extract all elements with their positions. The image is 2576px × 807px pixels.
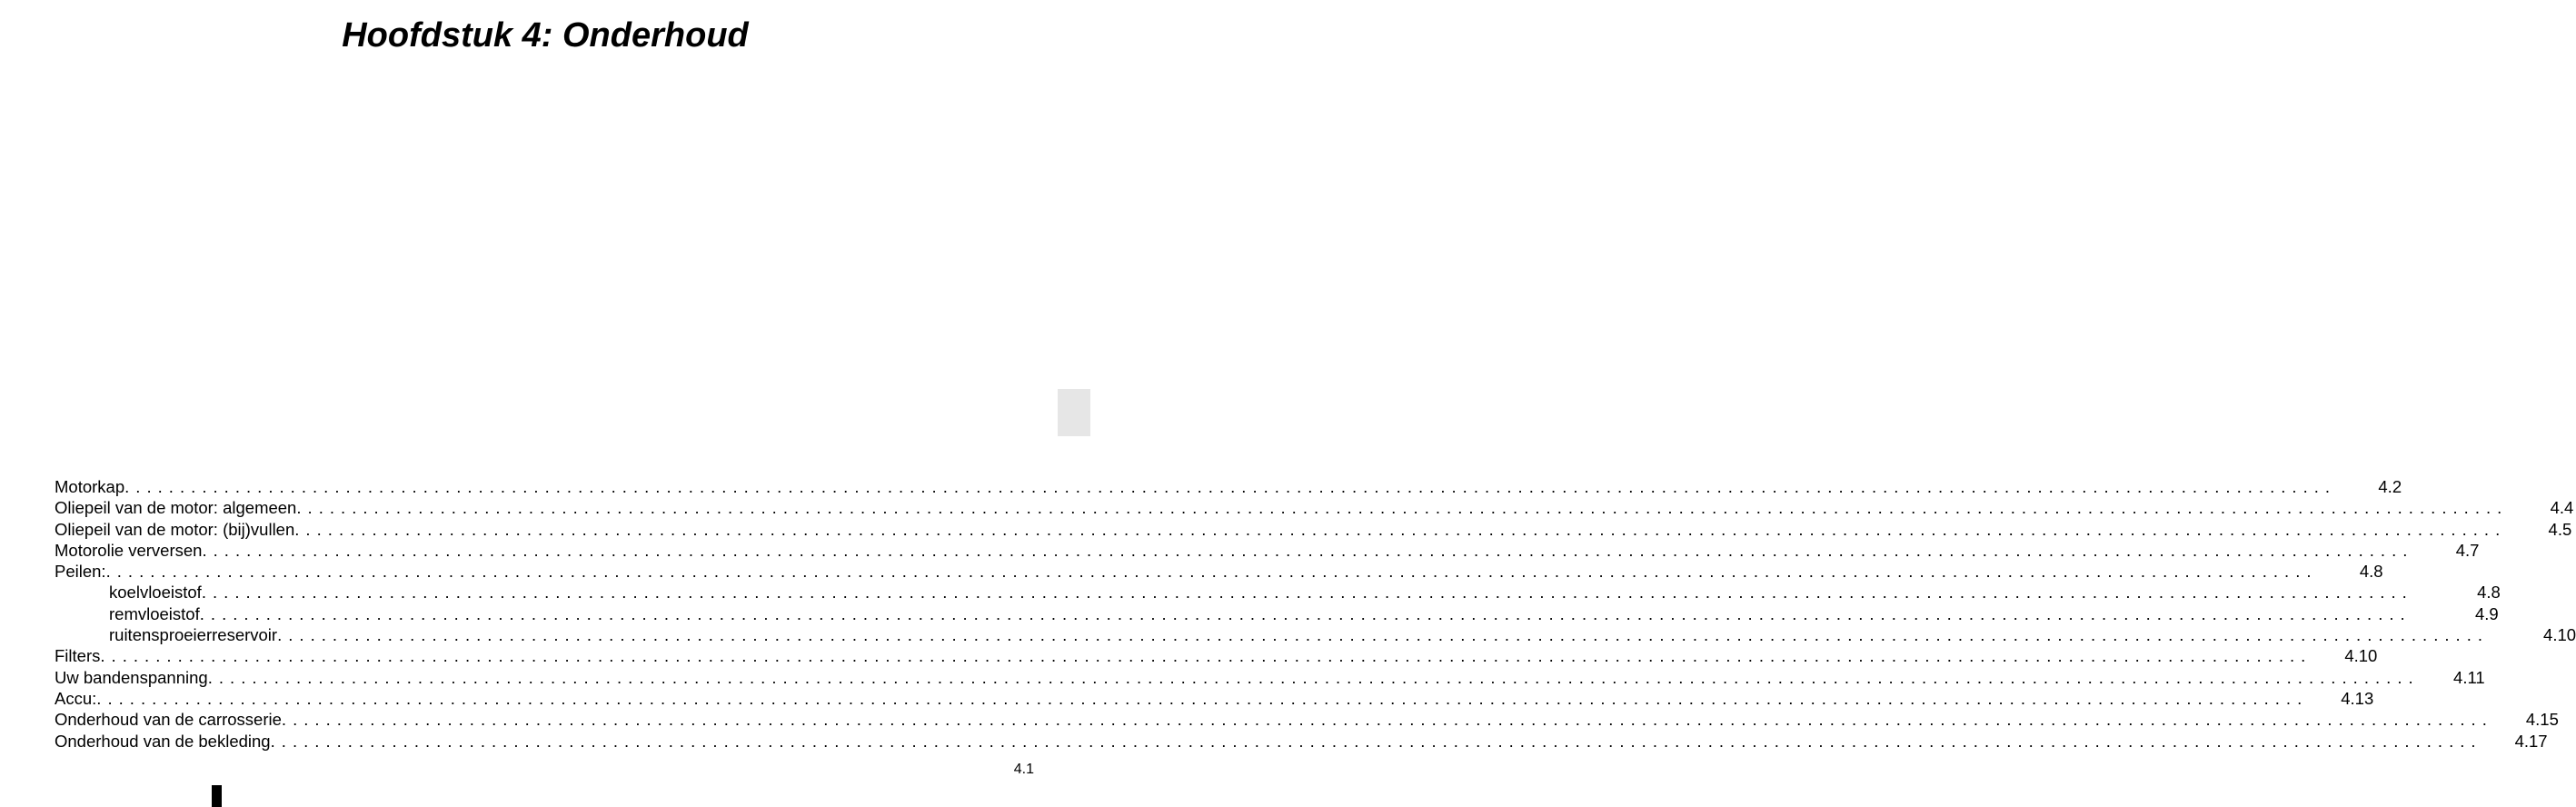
toc-entry-page: 4.17: [2514, 731, 2548, 751]
toc-entry[interactable]: [55, 709, 2559, 730]
leader-dots: ........................................................................................................................................................................................................: [270, 731, 2482, 751]
toc-entry-label: Motorkap: [55, 477, 125, 496]
toc-entry[interactable]: [55, 561, 2383, 582]
leader-dots: ........................................................................................................................................................................................................: [201, 583, 2413, 603]
toc-entry[interactable]: [55, 519, 2572, 540]
toc-entry-page: 4.9: [2475, 603, 2499, 623]
toc-subentry[interactable]: [55, 624, 2576, 645]
toc-subentry[interactable]: [55, 603, 2499, 624]
toc-entry-page: 4.11: [2453, 667, 2485, 687]
toc-entry-page: 4.7: [2455, 540, 2480, 560]
toc-entry-label: Filters: [55, 646, 101, 666]
black-bar-mark: [212, 785, 222, 807]
chapter-tab-marker: [1058, 389, 1090, 436]
toc-subentry[interactable]: [55, 582, 2501, 603]
toc-entry[interactable]: [55, 645, 2378, 666]
toc-entry-page: 4.10: [2543, 625, 2576, 645]
leader-dots: ........................................................................................................................................................................................................: [96, 688, 2309, 708]
toc-entry[interactable]: [55, 497, 2574, 518]
toc-entry-label: koelvloeistof: [109, 583, 202, 603]
leader-dots: ........................................................................................................................................................................................................: [277, 625, 2490, 645]
toc-entry[interactable]: [55, 688, 2374, 709]
leader-dots: ........................................................................................................................................................................................................: [296, 498, 2509, 518]
leader-dots: ........................................................................................................................................................................................................: [202, 540, 2414, 560]
toc-entry-page: 4.8: [2359, 562, 2383, 582]
toc-entry-page: 4.4: [2550, 498, 2574, 518]
toc-entry-label: Onderhoud van de carrosserie: [55, 710, 282, 730]
toc-entry-label: Uw bandenspanning: [55, 667, 208, 687]
toc-entry-label: Onderhoud van de bekleding: [55, 731, 271, 751]
leader-dots: ........................................................................................................................................................................................................: [207, 667, 2420, 687]
toc-entry-label: Oliepeil van de motor: algemeen: [55, 498, 297, 518]
toc-entry-label: Accu:: [55, 688, 97, 708]
toc-entry[interactable]: [55, 540, 2480, 561]
chapter-title: Hoofdstuk 4: Onderhoud: [342, 16, 749, 55]
leader-dots: ........................................................................................................................................................................................................: [105, 562, 2318, 582]
page-number: 4.1: [1013, 762, 1034, 777]
toc-entry-page: 4.8: [2477, 583, 2501, 603]
toc-entry-label: Peilen:: [55, 562, 106, 582]
toc-entry-page: 4.5: [2548, 519, 2572, 539]
toc-entry-label: Oliepeil van de motor: (bij)vullen: [55, 519, 295, 539]
toc-entry-page: 4.10: [2344, 646, 2378, 666]
toc-entry-label: Motorolie verversen: [55, 540, 203, 560]
toc-entry-page: 4.15: [2525, 710, 2559, 730]
leader-dots: ........................................................................................................................................................................................................: [124, 477, 2337, 496]
table-of-contents: [55, 476, 2576, 752]
leader-dots: ........................................................................................................................................................................................................: [199, 603, 2412, 623]
leader-dots: ........................................................................................................................................................................................................: [294, 519, 2507, 539]
toc-entry-page: 4.13: [2341, 688, 2374, 708]
leader-dots: ........................................................................................................................................................................................................: [281, 710, 2493, 730]
toc-entry[interactable]: [55, 476, 2402, 497]
toc-entry[interactable]: [55, 731, 2548, 752]
toc-entry-label: ruitensproeierreservoir: [109, 625, 278, 645]
toc-entry-label: remvloeistof: [109, 603, 200, 623]
toc-entry[interactable]: [55, 667, 2485, 688]
toc-entry-page: 4.2: [2378, 477, 2402, 496]
leader-dots: ........................................................................................................................................................................................................: [100, 646, 2312, 666]
